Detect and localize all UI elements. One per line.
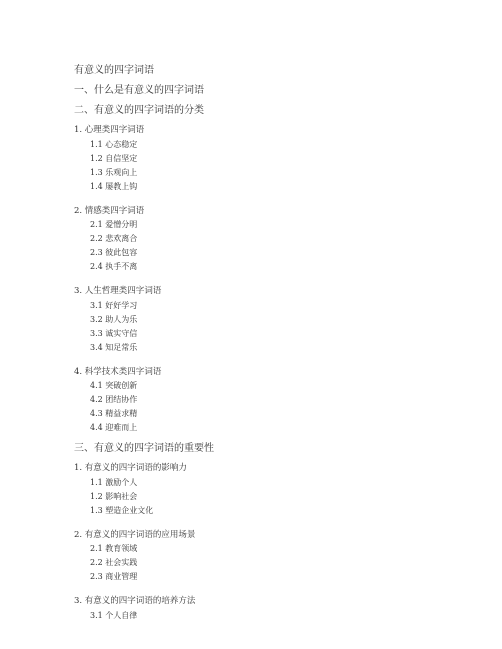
list-item: 1.1 心态稳定: [90, 139, 138, 149]
importance-heading: 2. 有意义的四字词语的应用场景: [74, 529, 196, 540]
document-title: 有意义的四字词语: [74, 65, 154, 76]
category-heading: 4. 科学技术类四字词语: [74, 366, 162, 377]
list-item: 4.3 精益求精: [90, 409, 138, 418]
list-item: 2.3 商业管理: [90, 572, 138, 581]
importance-heading: 1. 有意义的四字词语的影响力: [74, 463, 187, 473]
list-item: 1.1 激励个人: [90, 477, 138, 487]
list-item: 3.2 助人为乐: [90, 314, 138, 324]
category-group-psychology: [74, 126, 474, 191]
list-item: 2.1 爱憎分明: [90, 220, 138, 229]
list-item: 2.2 社会实践: [90, 558, 138, 567]
list-item: 1.2 影响社会: [90, 491, 138, 501]
list-item: 3.3 诚实守信: [90, 328, 138, 338]
category-group-science: [74, 368, 474, 433]
importance-group-methods: [74, 597, 474, 620]
category-heading: 3. 人生哲理类四字词语: [74, 286, 162, 296]
list-item: 1.3 乐观向上: [90, 167, 138, 177]
importance-group-influence: [74, 464, 474, 515]
document-page: [74, 66, 474, 636]
category-heading: 2. 情感类四字词语: [74, 205, 145, 216]
list-item: 4.2 团结协作: [90, 395, 138, 404]
list-item: 3.1 好好学习: [90, 300, 138, 310]
importance-heading: 3. 有意义的四字词语的培养方法: [74, 596, 196, 606]
list-item: 2.1 教育领域: [90, 544, 138, 553]
section-heading-2: 二、有意义的四字词语的分类: [74, 105, 204, 116]
list-item: 2.2 悲欢离合: [90, 234, 138, 243]
importance-group-scenarios: [74, 531, 474, 582]
list-item: 2.4 执手不离: [90, 262, 138, 271]
list-item: 2.3 彼此包容: [90, 248, 138, 257]
list-item: 3.4 知足常乐: [90, 342, 138, 352]
list-item: 1.2 自信坚定: [90, 153, 138, 163]
list-item: 1.4 屡教上钩: [90, 181, 138, 191]
list-item: 1.3 塑造企业文化: [90, 505, 154, 515]
category-group-philosophy: [74, 287, 474, 352]
section-heading-1: 一、什么是有意义的四字词语: [74, 85, 204, 96]
section-heading-3: 三、有意义的四字词语的重要性: [74, 443, 214, 454]
category-heading: 1. 心理类四字词语: [74, 125, 145, 135]
list-item: 4.1 突破创新: [90, 381, 138, 390]
list-item: 4.4 迎难而上: [90, 423, 138, 432]
category-group-emotion: [74, 207, 474, 272]
list-item: 3.1 个人自律: [90, 610, 138, 620]
